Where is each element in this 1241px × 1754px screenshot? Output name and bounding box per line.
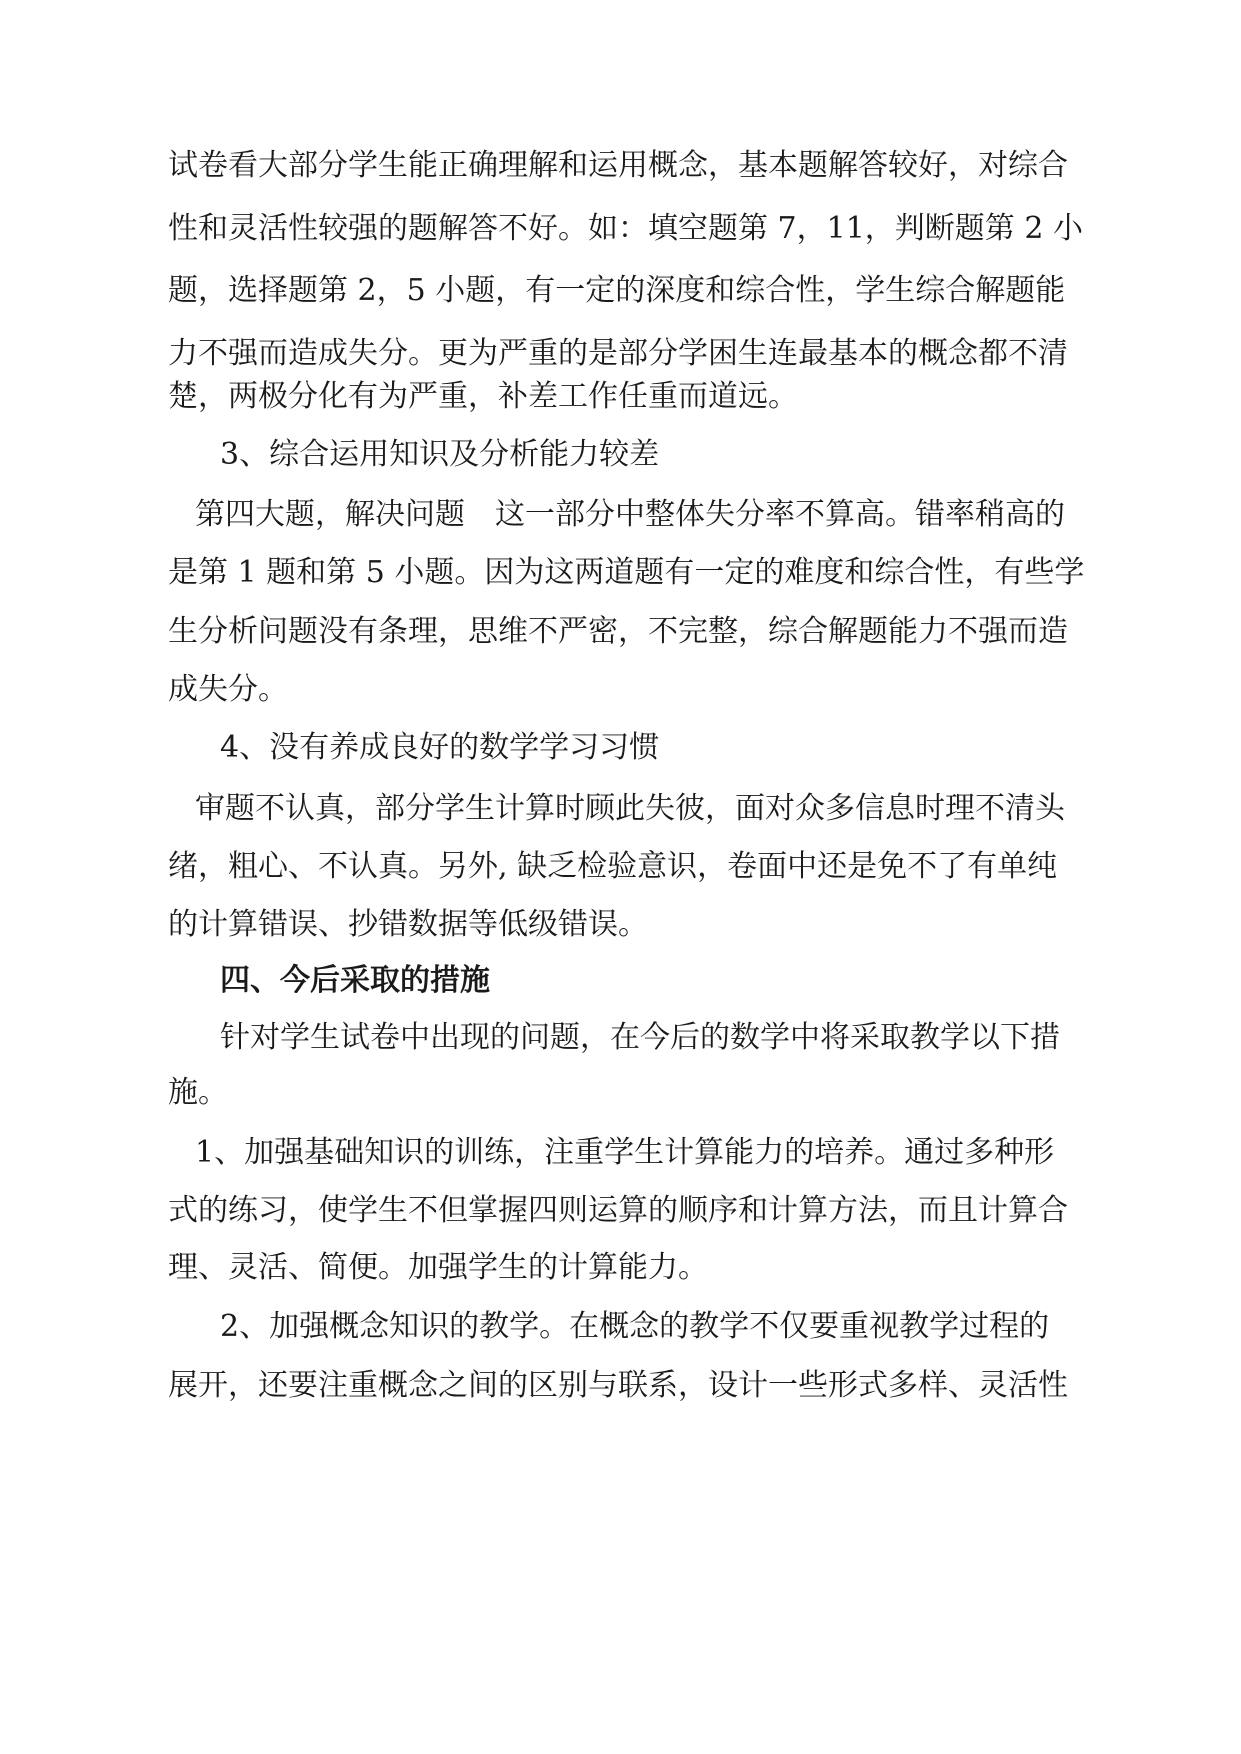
text-line	[0, 553, 1241, 593]
text-line	[0, 209, 1241, 249]
line-text: 理、灵活、简便。加强学生的计算能力。	[168, 1250, 708, 1285]
line-text: 第四大题，解决问题 这一部分中整体失分率不算高。错率稍高的	[195, 497, 1065, 532]
section-heading	[0, 961, 1241, 1001]
line-text: 2、加强概念知识的教学。在概念的教学不仅要重视教学过程的	[220, 1309, 1050, 1344]
text-line	[0, 495, 1241, 535]
text-line	[0, 146, 1241, 186]
line-text: 式的练习，使学生不但掌握四则运算的顺序和计算方法，而且计算合	[168, 1193, 1068, 1228]
text-line	[0, 905, 1241, 945]
line-text: 绪，粗心、不认真。另外, 缺乏检验意识，卷面中还是免不了有单纯	[168, 849, 1058, 884]
line-text: 性和灵活性较强的题解答不好。如：填空题第 7，11，判断题第 2 小	[168, 211, 1083, 246]
line-text: 生分析问题没有条理，思维不严密，不完整，综合解题能力不强而造	[168, 614, 1068, 649]
text-line	[0, 1191, 1241, 1231]
text-line	[0, 1366, 1241, 1406]
text-line	[0, 1248, 1241, 1288]
line-text: 力不强而造成失分。更为严重的是部分学困生连最基本的概念都不清	[168, 336, 1068, 371]
text-line	[0, 612, 1241, 652]
text-line	[0, 670, 1241, 710]
line-text: 是第 1 题和第 5 小题。因为这两道题有一定的难度和综合性，有些学	[168, 555, 1085, 590]
line-text: 成失分。	[168, 672, 288, 707]
line-text: 施。	[168, 1075, 228, 1110]
line-text: 试卷看大部分学生能正确理解和运用概念，基本题解答较好，对综合	[168, 148, 1068, 183]
line-text: 4、没有养成良好的数学学习习惯	[220, 730, 660, 765]
text-line	[0, 1307, 1241, 1347]
line-text: 1、加强基础知识的训练，注重学生计算能力的培养。通过多种形	[195, 1135, 1055, 1170]
line-text: 展开，还要注重概念之间的区别与联系，设计一些形式多样、灵活性	[168, 1368, 1068, 1403]
line-text: 审题不认真，部分学生计算时顾此失彼，面对众多信息时理不清头	[195, 791, 1065, 826]
line-text: 四、今后采取的措施	[220, 963, 490, 998]
line-text: 的计算错误、抄错数据等低级错误。	[168, 907, 648, 942]
text-line	[0, 847, 1241, 887]
text-line	[0, 1018, 1241, 1058]
text-line	[0, 271, 1241, 311]
section-subheading	[0, 728, 1241, 768]
section-subheading	[0, 435, 1241, 475]
text-line	[0, 1133, 1241, 1173]
text-line	[0, 377, 1241, 417]
line-text: 楚，两极分化有为严重，补差工作任重而道远。	[168, 379, 798, 414]
text-line	[0, 334, 1241, 374]
line-text: 3、综合运用知识及分析能力较差	[220, 437, 660, 472]
text-line	[0, 789, 1241, 829]
text-line	[0, 1073, 1241, 1113]
line-text: 题，选择题第 2，5 小题，有一定的深度和综合性，学生综合解题能	[168, 273, 1066, 308]
line-text: 针对学生试卷中出现的问题，在今后的数学中将采取教学以下措	[220, 1020, 1060, 1055]
